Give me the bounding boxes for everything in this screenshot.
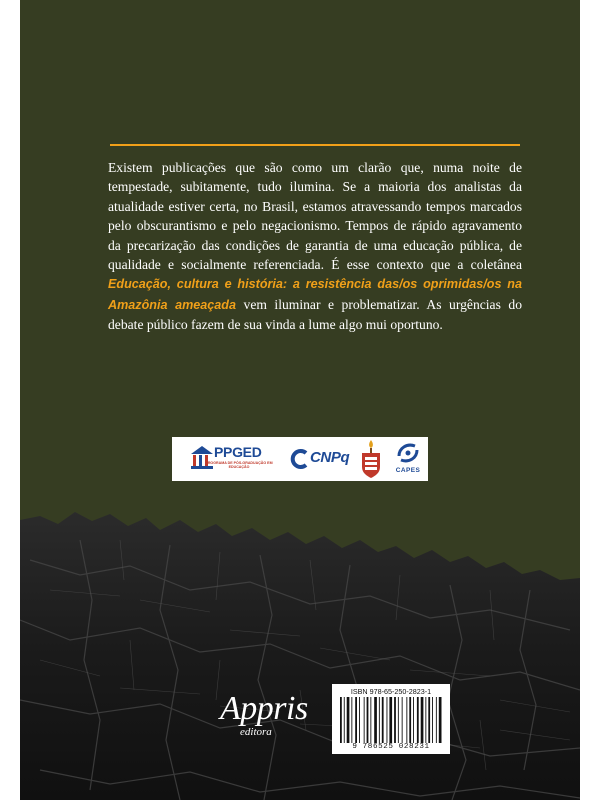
barcode-bar	[347, 697, 350, 743]
barcode-bar	[398, 697, 399, 743]
barcode-bar	[355, 697, 357, 743]
barcode-bar	[439, 697, 442, 743]
publisher-logo	[220, 690, 330, 750]
barcode-bar	[428, 697, 430, 743]
barcode-bar	[406, 697, 407, 743]
barcode-bar	[409, 697, 411, 743]
barcode-bar	[340, 697, 342, 743]
barcode-bar	[351, 697, 352, 743]
barcode-bar	[425, 697, 426, 743]
barcode-digits: 9 786525 028231	[352, 743, 430, 751]
isbn-label: ISBN 978-65-250-2823-1	[350, 687, 432, 696]
blurb-text-start: Existem publicações que são como um clarão que, numa noite de tempestade, subitamente, tudo ilumina. Se a maioria dos analistas da atualidade estiver certa, no Brasil, estamos atravessando tempos marcados pelo obscurantismo e pelo negacionismo. Tempos de rápido agravamento da precarização das condições de garantia de uma educação pública, de qualidade e socialmente referenciada. É esse contexto que a coletânea	[108, 160, 522, 273]
barcode-bar	[387, 697, 388, 743]
barcode-bar	[436, 697, 437, 743]
barcode-bar	[344, 697, 345, 743]
charcoal-texture	[20, 0, 580, 800]
barcode-bar	[402, 697, 403, 743]
blurb-text-end: vem iluminar e problematizar. As urgências do debate público fazem de sua vinda a lume algo mui oportuno.	[108, 296, 522, 333]
publisher-name: Appris	[220, 690, 308, 727]
back-cover	[20, 0, 580, 800]
capes-name: CAPES	[395, 467, 421, 474]
ppged-subtitle: PROGRAMA DE PÓS-GRADUAÇÃO EM EDUCAÇÃO	[205, 461, 273, 470]
barcode-bar	[359, 697, 360, 743]
barcode-bar	[389, 697, 392, 743]
barcode-bar	[394, 697, 396, 743]
barcode-bar	[364, 697, 365, 743]
barcode-bar	[417, 697, 419, 743]
barcode-bar	[421, 697, 424, 743]
book-title: Educação, cultura e história: a resistência das/os oprimidas/os na Amazônia ameaçada	[108, 277, 522, 312]
barcode-bar	[367, 697, 369, 743]
barcode-bar	[432, 697, 433, 743]
cnpq-name: CNPq	[310, 449, 350, 466]
ppged-name: PPGED	[214, 444, 262, 460]
barcode-bar	[413, 697, 414, 743]
publisher-tagline: editora	[240, 726, 272, 738]
barcode-bar	[374, 697, 377, 743]
barcode-bar	[382, 697, 384, 743]
barcode-bar	[379, 697, 380, 743]
barcode-bar	[370, 697, 371, 743]
isbn-barcode	[332, 684, 450, 754]
barcode-bars	[340, 697, 442, 743]
